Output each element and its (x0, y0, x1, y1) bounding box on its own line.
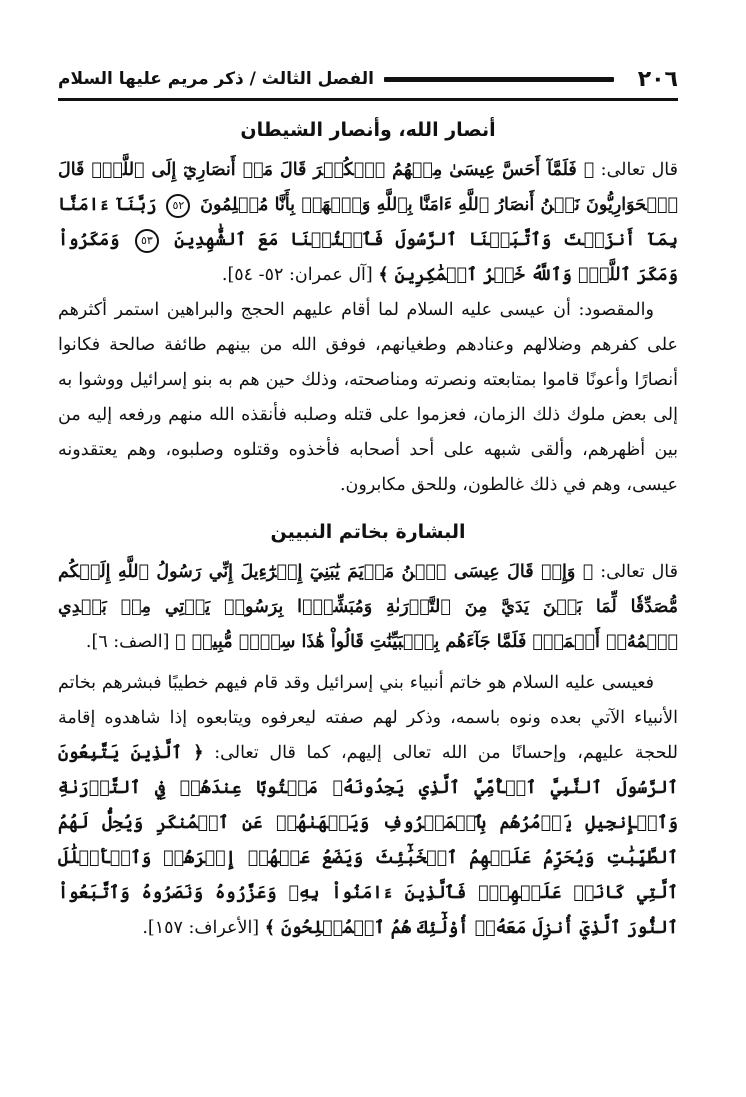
ayah-number-mark: ٥٢ (166, 194, 190, 218)
quran-reference: [آل عمران: ٥٢- ٥٤]. (221, 265, 373, 285)
body-text: فعيسى عليه السلام هو خاتم أنبياء بني إسرائيل وقد قام فيهم خطيبًا فبشرهم بخاتم الأنبياء الآتي بعده ونوه باسمه، وذكر لهم صفته ليعرفوه ويتابعوه إذا شاهدوه إقامة للحجة عليهم، وإحسانًا من الله تعالى إليهم، كما قال تعالى: (58, 673, 678, 763)
quran-text: ﴿ ٱلَّذِينَ يَتَّبِعُونَ ٱلرَّسُولَ ٱلنَّبِيَّ ٱلۡأُمِّيَّ ٱلَّذِي يَجِدُونَهُۥ مَكۡتُوبًا عِندَهُمۡ فِي ٱلتَّوۡرَىٰةِ وَٱلۡإِنجِيلِ يَأۡمُرُهُم بِٱلۡمَعۡرُوفِ وَيَنۡهَىٰهُمۡ عَنِ ٱلۡمُنكَرِ وَيُحِلُّ لَهُمُ ٱلطَّيِّبَٰتِ وَيُحَرِّمُ عَلَيۡهِمُ ٱلۡخَبَٰٓئِثَ وَيَضَعُ عَنۡهُمۡ إِصۡرَهُمۡ وَٱلۡأَغۡلَٰلَ ٱلَّتِي كَانَتۡ عَلَيۡهِمۡۚ فَٱلَّذِينَ ءَامَنُواْ بِهِۦ وَعَزَّرُوهُ وَنَصَرُوهُ وَٱتَّبَعُواْ ٱلنُّورَ ٱلَّذِيٓ أُنزِلَ مَعَهُۥٓ أُوْلَٰٓئِكَ هُمُ ٱلۡمُفۡلِحُونَ ﴾ (58, 743, 678, 938)
section-heading-2: البشارة بخاتم النبيين (270, 521, 466, 543)
quran-quote-2 (58, 555, 678, 660)
running-title: الفصل الثالث / ذكر مريم عليها السلام (58, 69, 374, 89)
page-header (58, 62, 678, 101)
page-number: ٢٠٦ (637, 66, 678, 92)
quote-intro: قال تعالى: (600, 562, 678, 582)
quran-reference: [الأعراف: ١٥٧]. (142, 918, 260, 938)
book-page (58, 62, 678, 946)
section-heading-1: أنصار الله، وأنصار الشيطان (240, 119, 496, 141)
body-paragraph: والمقصود: أن عيسى عليه السلام لما أقام عليهم الحجج والبراهين استمر أكثرهم على كفرهم وضلالهم وعنادهم وطغيانهم، فوفق الله من بينهم طائفة صالحة فكانوا أنصارًا وأعونًا قاموا بمتابعته ونصرته ومناصحته، وذلك حين هم به بنو إسرائيل ووشوا به إلى بعض ملوك ذلك الزمان، فعزموا على قتله وصلبه فأنقذه الله منهم ورفعه إليه من بين أظهرهم، وألقى شبهه على أحد أصحابه فأخذوه وقتلوه وصلبوه، وهم يعتقدونه عيسى، وهم في ذلك غالطون، وللحق مكابرون. (58, 300, 678, 495)
body-paragraph-with-quote (58, 666, 678, 946)
quran-text: رَبَّنَآ ءَامَنَّا بِمَآ أَنزَلۡتَ وَٱتَّبَعۡنَا ٱلرَّسُولَ فَٱكۡتُبۡنَا مَعَ ٱلشَّٰهِدِينَ (58, 195, 678, 250)
quran-reference: [الصف: ٦]. (85, 632, 170, 652)
quran-text: ﴿ فَلَمَّآ أَحَسَّ عِيسَىٰ مِنۡهُمُ ٱلۡكُفۡرَ قَالَ مَنۡ أَنصَارِيٓ إِلَى ٱللَّهِۖ قَالَ ٱلۡحَوَارِيُّونَ نَحۡنُ أَنصَارُ ٱللَّهِ ءَامَنَّا بِٱللَّهِ وَٱشۡهَدۡ بِأَنَّا مُسۡلِمُونَ (58, 160, 678, 215)
header-rule (384, 77, 614, 82)
quran-quote-1 (58, 153, 678, 293)
quran-text: ﴿ وَإِذۡ قَالَ عِيسَى ٱبۡنُ مَرۡيَمَ يَٰبَنِيٓ إِسۡرَٰٓءِيلَ إِنِّي رَسُولُ ٱللَّهِ إِلَيۡكُم مُّصَدِّقٗا لِّمَا بَيۡنَ يَدَيَّ مِنَ ٱلتَّوۡرَىٰةِ وَمُبَشِّرَۢا بِرَسُولٖ يَأۡتِي مِنۢ بَعۡدِي ٱسۡمُهُۥٓ أَحۡمَدُۖ فَلَمَّا جَآءَهُم بِٱلۡبَيِّنَٰتِ قَالُواْ هَٰذَا سِحۡرٞ مُّبِينٞ ﴾ (58, 562, 678, 652)
ayah-number-mark: ٥٣ (135, 229, 159, 253)
quran-text: وَمَكَرُواْ وَمَكَرَ ٱللَّهُۖ وَٱللَّهُ خَيۡرُ ٱلۡمَٰكِرِينَ ﴾ (58, 230, 678, 285)
quote-intro: قال تعالى: (600, 160, 678, 180)
